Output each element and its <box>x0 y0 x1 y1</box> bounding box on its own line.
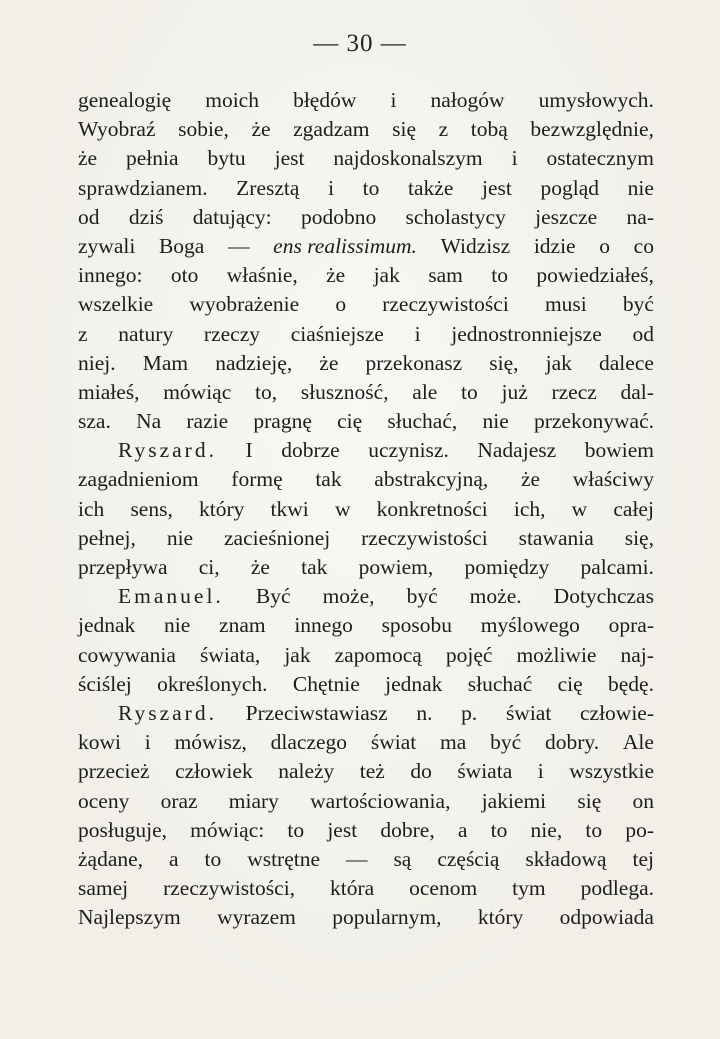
word: Najlepszym <box>78 905 181 930</box>
word: idzie <box>533 233 576 258</box>
word: Być <box>255 584 291 609</box>
word: musi <box>544 292 587 317</box>
word: innego <box>294 613 353 638</box>
word: w <box>571 496 588 521</box>
text-line <box>78 728 654 757</box>
word: abstrakcyjną, <box>374 467 489 492</box>
word: Przeciwstawiasz <box>245 700 388 725</box>
word: jak <box>373 263 400 288</box>
word: tak <box>301 555 328 579</box>
word: też <box>359 759 385 784</box>
word: żądane, <box>78 846 144 871</box>
word: zywali <box>78 233 136 258</box>
word: tkwi <box>270 496 309 521</box>
word: składową <box>525 846 607 871</box>
text-line <box>78 174 654 203</box>
word: mówisz, <box>174 730 247 755</box>
word: który <box>477 905 524 930</box>
word: rzeczywistości <box>382 292 509 317</box>
word: powiem, <box>358 555 434 579</box>
word: n. <box>416 700 433 725</box>
word: opra- <box>608 613 654 638</box>
word: bezwzględnie, <box>530 117 654 142</box>
word: błędów <box>293 88 357 112</box>
text-line <box>78 903 654 932</box>
word: się <box>577 788 602 813</box>
word: już <box>501 379 528 404</box>
word: ma <box>440 730 467 755</box>
word: sobie, <box>178 117 229 142</box>
word: razie <box>186 409 229 434</box>
word: rzeczy <box>203 321 261 346</box>
word: jak <box>545 350 572 375</box>
word: należy <box>278 759 335 784</box>
word: że <box>78 146 98 171</box>
word: konkretności <box>376 496 488 521</box>
word: bowiem <box>584 438 654 463</box>
word: oto <box>170 263 199 288</box>
word: o <box>599 233 611 258</box>
word: jest <box>274 146 305 171</box>
word: od <box>632 321 654 346</box>
word: i <box>390 88 397 112</box>
word: ci, <box>198 555 220 579</box>
word: pogląd <box>540 175 600 200</box>
word: że <box>326 263 346 288</box>
word: odpowiada <box>559 905 654 930</box>
word: to <box>585 817 603 842</box>
word: nie, <box>530 817 563 842</box>
word: scholastycy <box>405 204 506 229</box>
word: wszystkie <box>569 759 654 784</box>
word: właśnie, <box>226 263 298 288</box>
text-line <box>78 144 654 173</box>
word: Ryszard. <box>118 438 217 463</box>
text-line <box>78 874 654 903</box>
word: sam <box>428 263 463 288</box>
word: to <box>362 175 380 200</box>
text-line <box>78 407 654 436</box>
word: także <box>408 175 454 200</box>
text-line <box>78 816 654 845</box>
word: nałogów <box>430 88 505 112</box>
word: jak <box>284 642 311 667</box>
word: tym <box>512 876 546 901</box>
word: że <box>251 117 271 142</box>
word: jednak <box>78 613 136 638</box>
word: bytu <box>207 146 246 171</box>
word: wyobrażenie <box>189 292 300 317</box>
word: świata <box>457 759 513 784</box>
word: zgadzam <box>293 117 370 142</box>
word: który <box>199 496 245 521</box>
word: mówiąc: <box>190 817 265 842</box>
word: znam <box>219 613 266 638</box>
word: dobry. <box>544 730 600 755</box>
word: świat <box>505 700 552 725</box>
word: człowie- <box>579 700 654 725</box>
word: sposobu <box>381 613 453 638</box>
word: świat <box>370 730 417 755</box>
word: wstrętne <box>247 846 321 871</box>
word: ocenom <box>409 876 478 901</box>
word: ich, <box>513 496 546 521</box>
word: formę <box>231 467 283 492</box>
word: niej. <box>78 350 116 375</box>
word: w <box>334 496 351 521</box>
word: — <box>228 233 250 258</box>
word: wszelkie <box>78 292 154 317</box>
text-line <box>78 611 654 640</box>
word: to <box>287 817 305 842</box>
word: jednak <box>385 671 443 696</box>
word: słuchać, <box>387 409 458 434</box>
word: z <box>78 321 88 346</box>
word: i <box>414 321 421 346</box>
word: przepływa <box>78 555 168 579</box>
word: może, <box>322 584 375 609</box>
word: miary <box>228 788 279 813</box>
word: być <box>406 584 438 609</box>
text-line <box>78 495 654 524</box>
word: Ale <box>622 730 654 755</box>
word: cowywania <box>78 642 176 667</box>
word: od <box>78 204 100 229</box>
word: właściwy <box>572 467 654 492</box>
word: ich <box>78 496 105 521</box>
word: posługuje, <box>78 817 167 842</box>
text-line <box>78 670 654 699</box>
word: się <box>392 117 417 142</box>
word: podlega. <box>580 876 654 901</box>
word: możliwie <box>516 642 597 667</box>
word: jest <box>327 817 358 842</box>
word: cię <box>557 671 583 696</box>
word: nie <box>164 613 191 638</box>
word: to <box>204 846 222 871</box>
word: sens, <box>130 496 173 521</box>
word: zacieśnionej <box>223 525 331 550</box>
text-line <box>78 582 654 611</box>
word: natury <box>118 321 174 346</box>
word: cię <box>337 409 363 434</box>
text-line <box>78 261 654 290</box>
page-number: — 30 — <box>313 30 407 57</box>
word: dlaczego <box>270 730 348 755</box>
word: pragnę <box>253 409 312 434</box>
word: być <box>622 292 654 317</box>
word: I <box>245 438 253 463</box>
word: jest <box>482 175 512 200</box>
word: mówiąc <box>163 379 232 404</box>
scan-noise <box>90 930 650 960</box>
word: tej <box>632 846 654 871</box>
text-line <box>78 524 654 553</box>
text-line <box>78 845 654 874</box>
word: wyrazem <box>217 905 296 930</box>
word: słuchać <box>467 671 533 696</box>
word: Mam <box>142 350 189 375</box>
text-line <box>78 290 654 319</box>
word: tak <box>315 467 342 492</box>
word: że <box>521 467 541 492</box>
word: nie <box>166 525 194 550</box>
word: tobą <box>470 117 508 142</box>
word: a <box>169 846 179 871</box>
text-line <box>78 465 654 494</box>
word: z <box>438 117 449 142</box>
text-line <box>78 349 654 378</box>
word: Dotychczas <box>553 584 654 609</box>
word: dziś <box>128 204 164 229</box>
text-line <box>78 232 654 261</box>
word: naj- <box>620 642 654 667</box>
word: Na <box>136 409 162 434</box>
word: Widzisz <box>440 233 511 258</box>
word: sprawdzianem. <box>78 175 208 200</box>
text-line <box>78 699 654 728</box>
word: pomiędzy <box>464 555 550 579</box>
word: jakiemi <box>481 788 547 813</box>
word: są <box>393 846 412 871</box>
word: częścią <box>437 846 500 871</box>
word: zagadnieniom <box>78 467 199 492</box>
word: będę. <box>608 671 654 696</box>
word: do <box>410 759 432 784</box>
word: umysłowych. <box>538 88 654 112</box>
word: — <box>345 846 368 871</box>
word: może. <box>469 584 522 609</box>
word: nadzieję, <box>215 350 293 375</box>
word: i <box>328 175 335 200</box>
word: uczynisz. <box>368 438 449 463</box>
word: i <box>144 730 151 755</box>
word: człowiek <box>175 759 253 784</box>
word: Wyobraź <box>78 117 156 142</box>
word: najdoskonalszym <box>333 146 483 171</box>
word: świata, <box>199 642 261 667</box>
word: ostatecznym <box>546 146 654 171</box>
word: Chętnie <box>292 671 360 696</box>
word: moich <box>205 88 259 112</box>
word: genealogię <box>78 88 172 112</box>
word: on <box>632 788 654 813</box>
word: Emanuel. <box>118 584 224 609</box>
word: zapomocą <box>334 642 422 667</box>
text-line <box>78 378 654 407</box>
word: Zresztą <box>236 175 300 200</box>
word: kowi <box>78 730 121 755</box>
word: być <box>490 730 522 755</box>
word: samej <box>78 876 129 901</box>
word: określonych. <box>157 671 268 696</box>
word: miałeś, <box>78 379 140 404</box>
word: się, <box>489 350 519 375</box>
word: a <box>457 817 468 842</box>
text-line <box>78 436 654 465</box>
word: jednostronniejsze <box>451 321 602 346</box>
word: dalece <box>599 350 654 375</box>
word: myślowego <box>480 613 580 638</box>
word: rzecz <box>551 379 597 404</box>
word: oraz <box>160 788 198 813</box>
text-line <box>78 115 654 144</box>
word: sza. <box>78 409 111 434</box>
word: przecież <box>78 759 150 784</box>
word: p. <box>461 700 478 725</box>
word: pojęć <box>445 642 493 667</box>
word: to <box>491 263 508 288</box>
word: ens realissimum. <box>273 233 417 258</box>
word: przekonasz <box>365 350 463 375</box>
word: ciaśniejsze <box>290 321 384 346</box>
word: dal- <box>620 379 654 404</box>
word: nie <box>482 409 509 434</box>
word: co <box>633 233 654 258</box>
word: innego: <box>78 263 143 288</box>
word: słuszność, <box>300 379 389 404</box>
word: to <box>461 379 478 404</box>
text-line <box>78 320 654 349</box>
word: dobre, <box>380 817 435 842</box>
word: Boga <box>158 233 205 258</box>
word: na- <box>626 204 654 229</box>
word: wartościowania, <box>310 788 451 813</box>
word: Ryszard. <box>118 700 217 725</box>
word: oceny <box>78 788 130 813</box>
word: przekonywać. <box>534 409 654 434</box>
word: to <box>490 817 508 842</box>
text-line <box>78 757 654 786</box>
word: która <box>330 876 375 901</box>
word: nie <box>627 175 654 200</box>
word: podobno <box>300 204 377 229</box>
word: ściślej <box>78 671 132 696</box>
word: pełnia <box>126 146 179 171</box>
text-line <box>78 787 654 816</box>
word: że <box>319 350 339 375</box>
text-line <box>78 203 654 232</box>
word: ale <box>412 379 438 404</box>
word: stawania <box>518 525 594 550</box>
word: jeszcze <box>535 204 598 229</box>
word: się, <box>624 525 654 550</box>
word: powiedziałeś, <box>536 263 654 288</box>
word: popularnym, <box>332 905 442 930</box>
text-line <box>78 641 654 670</box>
text-line <box>78 553 654 582</box>
word: i <box>537 759 544 784</box>
word: rzeczywistości, <box>163 876 296 901</box>
word: o <box>335 292 347 317</box>
word: po- <box>625 817 654 842</box>
body-text <box>78 86 654 932</box>
word: dobrze <box>281 438 340 463</box>
word: że <box>250 555 270 579</box>
word: całej <box>613 496 654 521</box>
word: Nadajesz <box>477 438 557 463</box>
word: palcami. <box>580 555 654 579</box>
word: to, <box>254 379 278 404</box>
word: rzeczywistości <box>361 525 488 550</box>
word: pełnej, <box>78 525 136 550</box>
word: datujący: <box>192 204 272 229</box>
word: i <box>511 146 518 171</box>
text-line <box>78 86 654 115</box>
